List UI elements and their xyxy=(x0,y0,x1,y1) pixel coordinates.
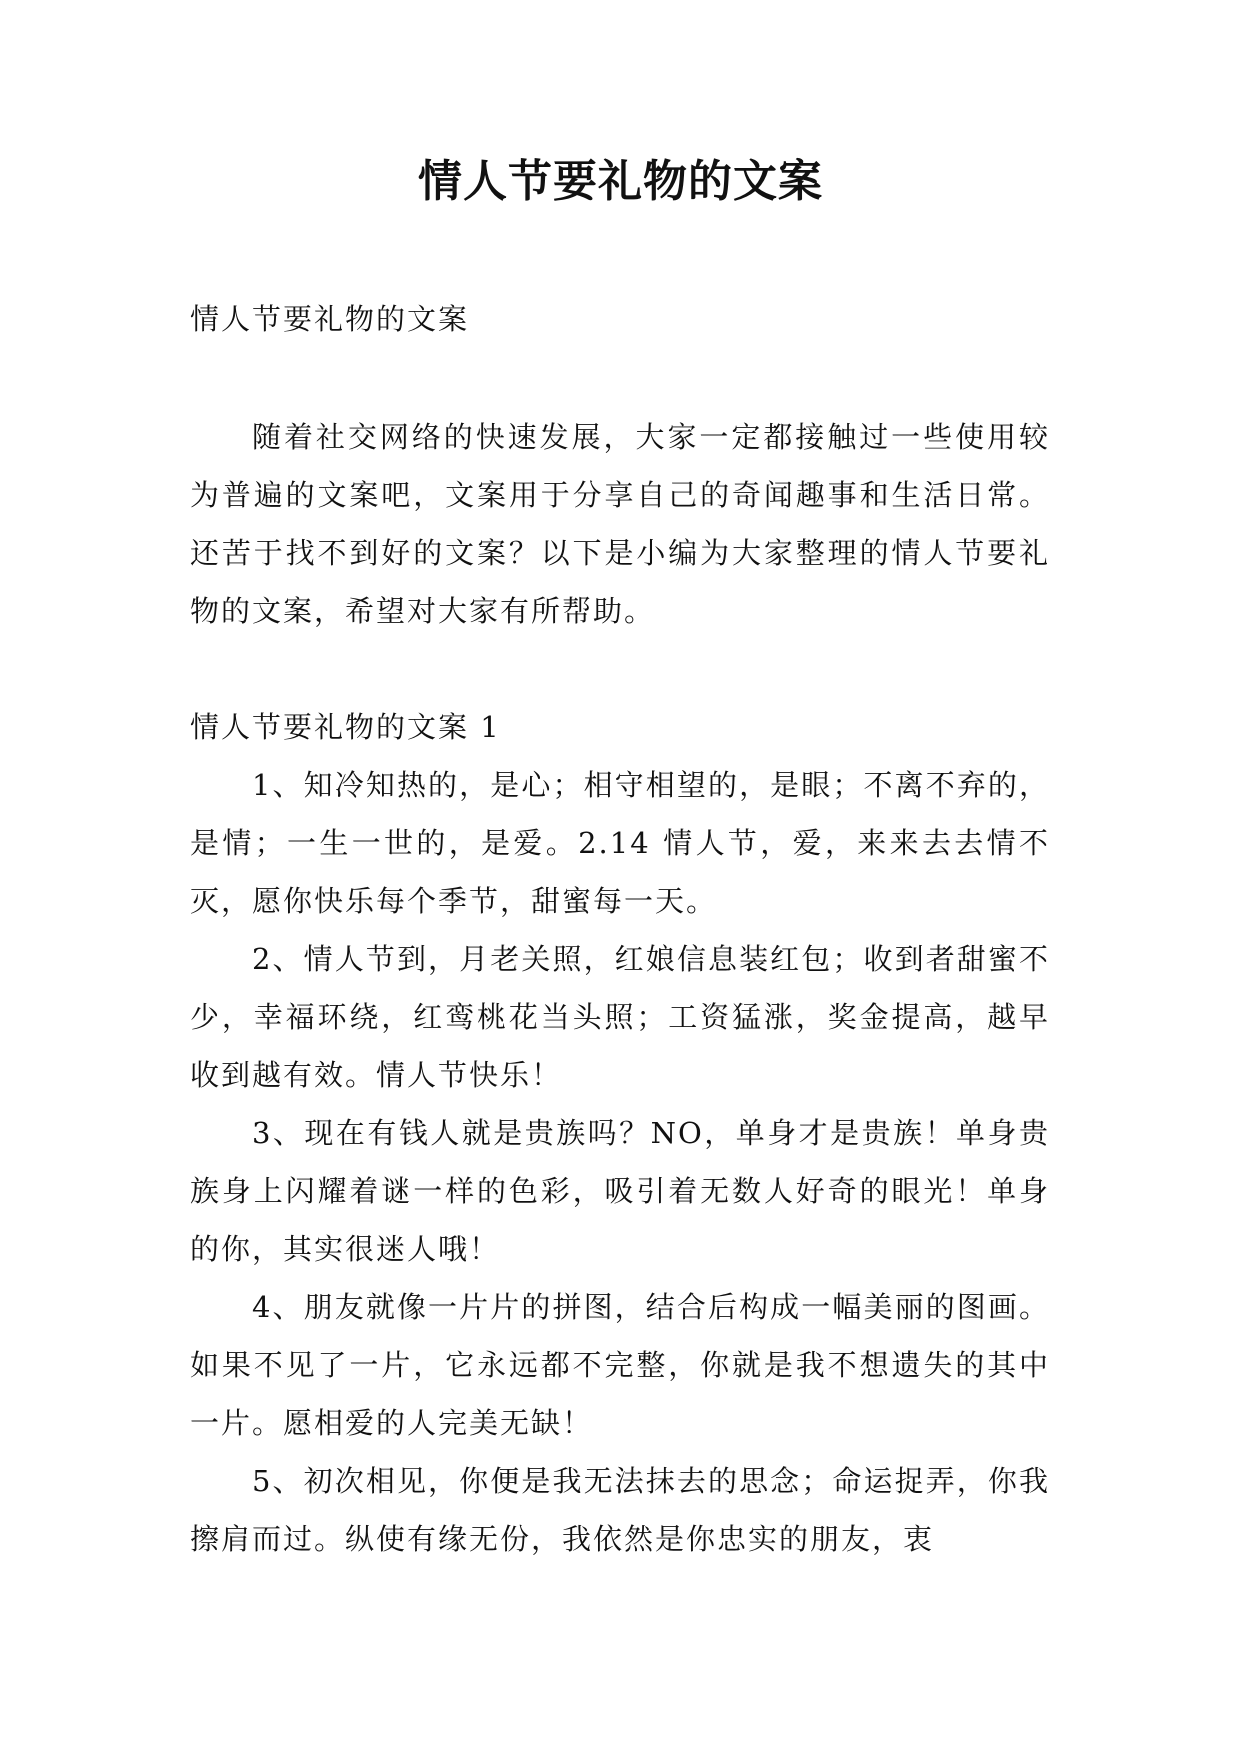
list-item: 3、现在有钱人就是贵族吗？NO，单身才是贵族！单身贵族身上闪耀着谜一样的色彩，吸引着无数人好奇的眼光！单身的你，其实很迷人哦！ xyxy=(190,1116,1050,1266)
document-body xyxy=(190,290,1050,1568)
list-item: 2、情人节到，月老关照，红娘信息装红包；收到者甜蜜不少，幸福环绕，红鸾桃花当头照；工资猛涨，奖金提高，越早收到越有效。情人节快乐！ xyxy=(190,942,1050,1092)
intro-paragraph: 随着社交网络的快速发展，大家一定都接触过一些使用较为普遍的文案吧，文案用于分享自己的奇闻趣事和生活日常。还苦于找不到好的文案？以下是小编为大家整理的情人节要礼物的文案，希望对大家有所帮助。 xyxy=(190,420,1050,628)
list-item: 4、朋友就像一片片的拼图，结合后构成一幅美丽的图画。如果不见了一片，它永远都不完整，你就是我不想遗失的其中一片。愿相爱的人完美无缺！ xyxy=(190,1290,1050,1440)
list-item: 5、初次相见，你便是我无法抹去的思念；命运捉弄，你我擦肩而过。纵使有缘无份，我依然是你忠实的朋友，衷 xyxy=(190,1464,1050,1556)
section-heading: 情人节要礼物的文案 1 xyxy=(190,710,501,744)
document-subtitle: 情人节要礼物的文案 xyxy=(190,302,470,336)
list-item: 1、知冷知热的，是心；相守相望的，是眼；不离不弃的，是情；一生一世的，是爱。2.14 情人节，爱，来来去去情不灭，愿你快乐每个季节，甜蜜每一天。 xyxy=(190,768,1050,918)
document-title: 情人节要礼物的文案 xyxy=(418,156,823,207)
